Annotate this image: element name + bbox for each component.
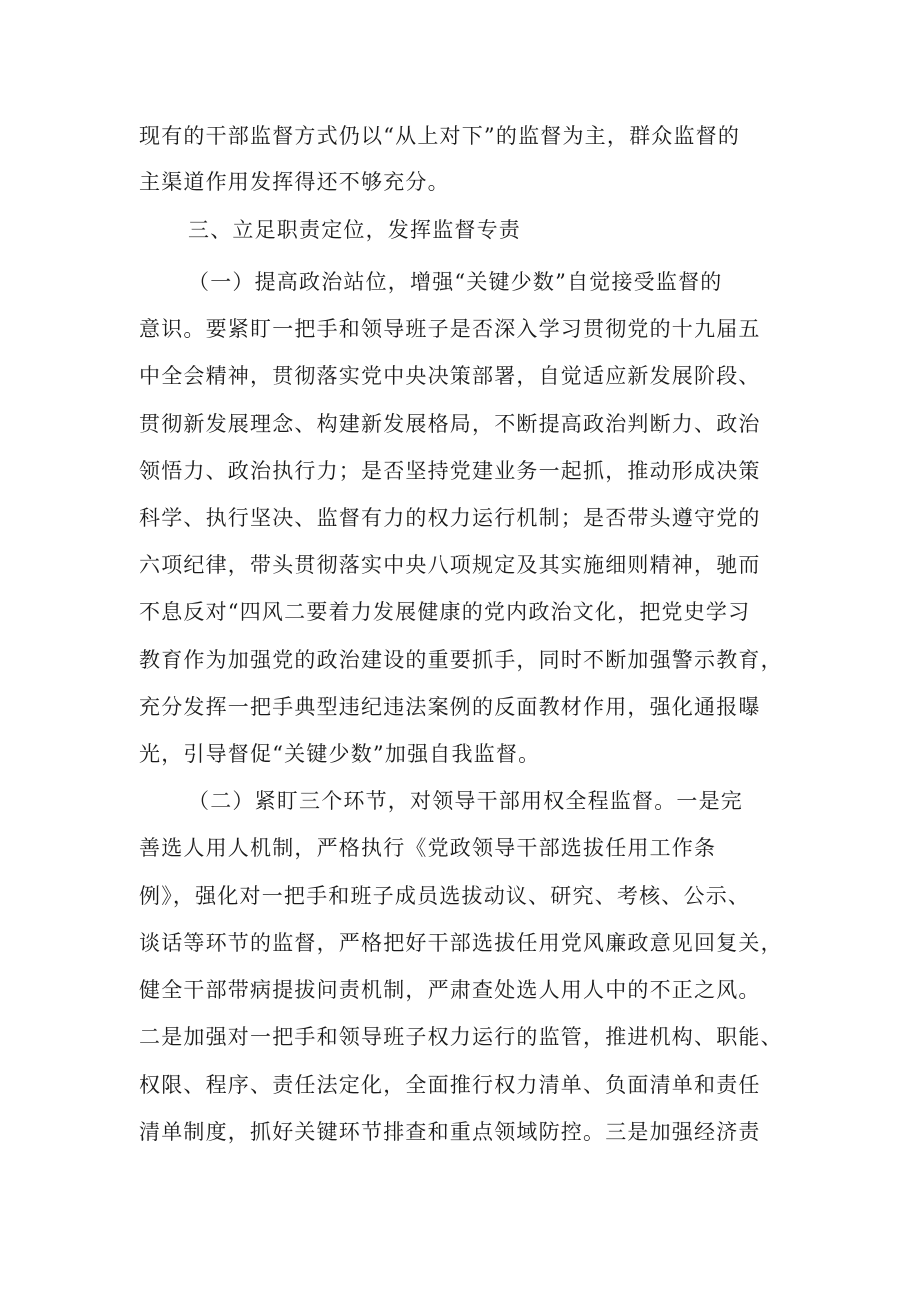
paragraph-line: 清单制度，抓好关键环节排查和重点领域防控。三是加强经济责 [139,1120,761,1144]
paragraph-line: 贯彻新发展理念、构建新发展格局，不断提高政治判断力、政治 [139,412,761,436]
paragraph-line: 不息反对“四风二要着力发展健康的党内政治文化，把党史学习 [139,600,751,624]
paragraph-line: 善选人用人机制，严格执行《党政领导干部选拔任用工作条 [139,836,717,860]
paragraph-line: 充分发挥一把手典型违纪违法案例的反面教材作用，强化通报曝 [139,695,761,719]
paragraph-line: 健全干部带病提拔问责机制，严肃查处选人用人中的不正之风。 [139,978,761,1002]
paragraph-line: 例》，强化对一把手和班子成员选拔动议、研究、考核、公示、 [139,884,751,908]
paragraph-line: 领悟力、政治执行力；是否坚持党建业务一起抓，推动形成决策 [139,459,761,483]
paragraph-line: 光，引导督促“关键少数”加强自我监督。 [139,742,541,766]
paragraph-line: 现有的干部监督方式仍以“从上对下”的监督为主，群众监督的 [139,124,741,148]
paragraph-line: 中全会精神，贯彻落实党中央决策部署，自觉适应新发展阶段、 [139,364,761,388]
paragraph-line: 权限、程序、责任法定化，全面推行权力清单、负面清单和责任 [139,1073,761,1097]
paragraph-line: （二）紧盯三个环节，对领导干部用权全程监督。一是完 [188,789,743,813]
paragraph-line: 六项纪律，带头贯彻落实中央八项规定及其实施细则精神，驰而 [139,553,761,577]
section-heading: 三、立足职责定位，发挥监督专责 [188,218,521,242]
paragraph-line: 主渠道作用发挥得还不够充分。 [139,170,450,194]
paragraph-line: （一）提高政治站位，增强“关键少数”自觉接受监督的 [188,270,723,294]
paragraph-line: 谈话等环节的监督，严格把好干部选拔任用党风廉政意见回复关， [139,931,783,955]
paragraph-line: 意识。要紧盯一把手和领导班子是否深入学习贯彻党的十九届五 [139,317,761,341]
paragraph-line: 二是加强对一把手和领导班子权力运行的监管，推进机构、职能、 [139,1025,783,1049]
paragraph-line: 科学、执行坚决、监督有力的权力运行机制；是否带头遵守党的 [139,506,761,530]
paragraph-line: 教育作为加强党的政治建设的重要抓手，同时不断加强警示教育， [139,648,783,672]
